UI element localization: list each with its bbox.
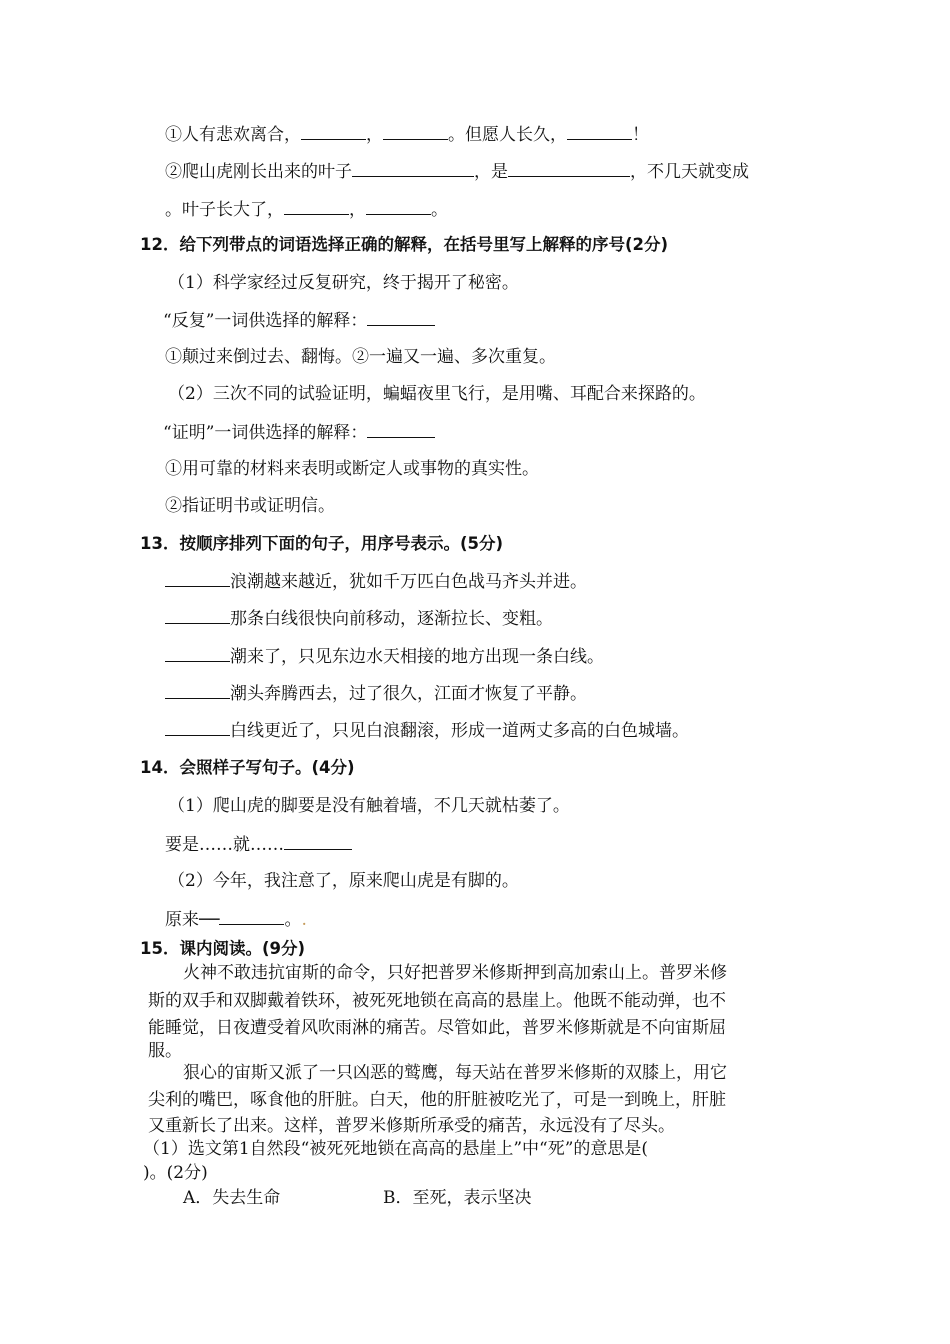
answer-blank[interactable] <box>352 160 474 177</box>
option-a: A．失去生命 <box>183 1188 281 1208</box>
q11-line-3: 。叶子长大了， ， 。 <box>165 200 448 220</box>
stray-mark: . <box>301 910 307 930</box>
q14-sentence-1: （1）爬山虎的脚要是没有触着墙，不几天就枯萎了。 <box>168 796 570 816</box>
answer-blank[interactable] <box>165 645 230 662</box>
q12-option-2a: ①用可靠的材料来表明或断定人或事物的真实性。 <box>165 459 539 479</box>
answer-blank[interactable] <box>508 160 630 177</box>
passage-line: 又重新长了出来。这样，普罗米修斯所承受的痛苦，永远没有了尽头。 <box>148 1116 675 1136</box>
q12-sentence-2: （2）三次不同的试验证明，蝙蝠夜里飞行，是用嘴、耳配合来探路的。 <box>168 384 706 404</box>
answer-blank[interactable] <box>219 908 284 925</box>
q11-line1-text-a: ①人有悲欢离合， <box>165 125 301 145</box>
passage-line: 尖利的嘴巴，啄食他的肝脏。白天，他的肝脏被吃光了，可是一到晚上，肝脏 <box>148 1090 726 1110</box>
passage-line: 火神不敢违抗宙斯的命令，只好把普罗米修斯押到高加索山上。普罗米修 <box>183 963 727 983</box>
answer-blank[interactable] <box>367 421 435 438</box>
q12-word-1: “反复”一词供选择的解释： <box>163 309 435 332</box>
answer-blank[interactable] <box>165 607 230 624</box>
answer-blank[interactable] <box>301 123 366 140</box>
q13-item: 白线更近了，只见白浪翻滚，形成一道两丈多高的白色城墙。 <box>165 719 689 742</box>
q13-item: 那条白线很快向前移动，逐渐拉长、变粗。 <box>165 607 553 630</box>
q14-title: 14．会照样子写句子。(4分) <box>140 758 355 777</box>
passage-line: 狠心的宙斯又派了一只凶恶的鹫鹰，每天站在普罗米修斯的双膝上，用它 <box>183 1063 727 1083</box>
answer-blank[interactable] <box>284 198 349 215</box>
q14-pattern-1: 要是……就…… <box>165 833 352 856</box>
q13-item: 潮头奔腾西去，过了很久，江面才恢复了平静。 <box>165 682 587 705</box>
passage-line: 能睡觉，日夜遭受着风吹雨淋的痛苦。尽管如此，普罗米修斯就是不向宙斯屈 <box>148 1018 726 1038</box>
passage-line: 服。 <box>148 1041 182 1061</box>
q15-question-1a: （1）选文第1自然段“被死死地锁在高高的悬崖上”中“死”的意思是( <box>143 1139 649 1159</box>
q13-title: 13．按顺序排列下面的句子，用序号表示。(5分) <box>140 534 504 553</box>
answer-blank[interactable] <box>284 833 352 850</box>
q14-pattern-2: 原来── 。. <box>165 910 307 930</box>
q13-item: 潮来了，只见东边水天相接的地方出现一条白线。 <box>165 645 604 668</box>
q12-options-1: ①颠过来倒过去、翻悔。②一遍又一遍、多次重复。 <box>165 347 556 367</box>
q11-line-1: ①人有悲欢离合， ， 。但愿人长久， ！ <box>165 125 649 145</box>
q13-item: 浪潮越来越近，犹如千万匹白色战马齐头并进。 <box>165 570 587 593</box>
answer-blank[interactable] <box>165 719 230 736</box>
q11-line-2: ②爬山虎刚长出来的叶子 ，是 ，不几天就变成 <box>165 162 749 182</box>
answer-blank[interactable] <box>366 198 431 215</box>
q12-sentence-1: （1）科学家经过反复研究，终于揭开了秘密。 <box>168 273 519 293</box>
option-b: B．至死，表示坚决 <box>383 1188 532 1208</box>
q14-sentence-2: （2）今年，我注意了，原来爬山虎是有脚的。 <box>168 871 519 891</box>
q12-option-2b: ②指证明书或证明信。 <box>165 496 335 516</box>
answer-blank[interactable] <box>383 123 448 140</box>
answer-blank[interactable] <box>367 309 435 326</box>
answer-blank[interactable] <box>165 682 230 699</box>
q12-title: 12．给下列带点的词语选择正确的解释，在括号里写上解释的序号(2分) <box>140 235 669 254</box>
q15-title: 15．课内阅读。(9分) <box>140 939 306 958</box>
q12-word-2: “证明”一词供选择的解释： <box>163 421 435 444</box>
answer-blank[interactable] <box>165 570 230 587</box>
passage-line: 斯的双手和双脚戴着铁环，被死死地锁在高高的悬崖上。他既不能动弹，也不 <box>148 991 726 1011</box>
answer-blank[interactable] <box>567 123 632 140</box>
q15-question-1b: )。(2分) <box>143 1163 208 1183</box>
